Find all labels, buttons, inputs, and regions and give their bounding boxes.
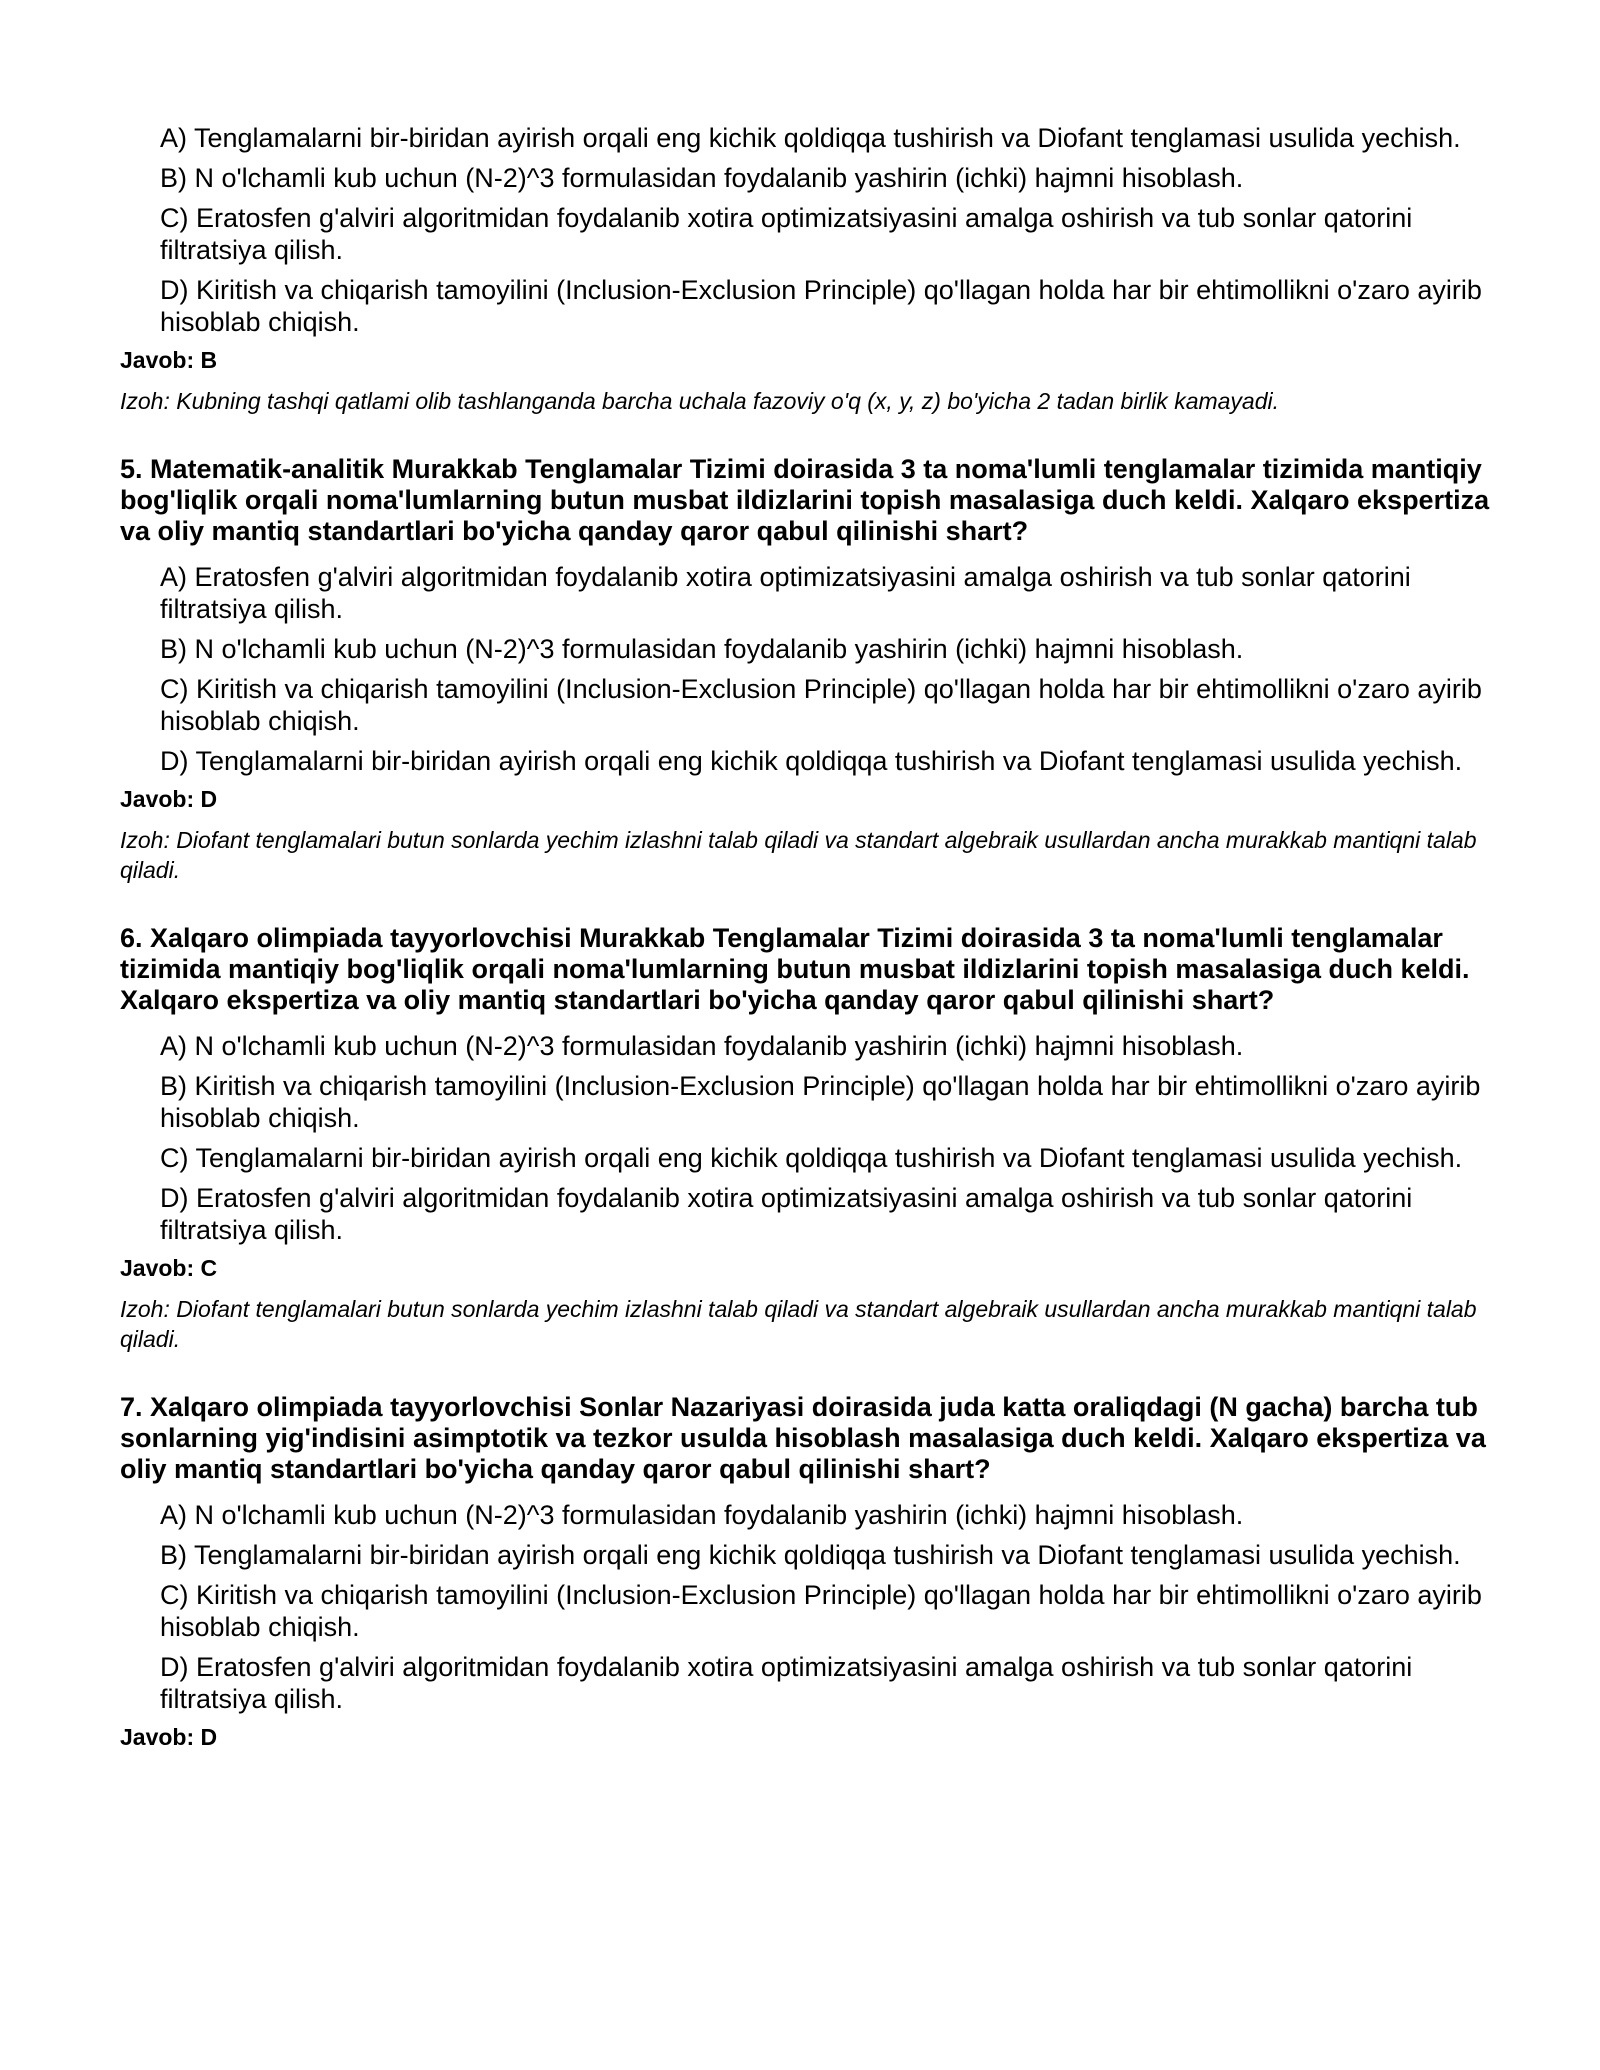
option-d: D) Kiritish va chiqarish tamoyilini (Inclusion-Exclusion Principle) qo'llagan holda har bir ehtimollikni o'zaro ayirib hisoblab chiqish. xyxy=(160,275,1482,337)
question-text: 7. Xalqaro olimpiada tayyorlovchisi Sonlar Nazariyasi doirasida juda katta oraliqdagi (N gacha) barcha tub sonlarning yig'indisini asimptotik va tezkor usulda hisoblash masalasiga duch keldi. Xalqaro ekspertiza va oliy mantiq standartlari bo'yicha qanday qaror qabul qilinishi shart? xyxy=(120,1392,1486,1484)
option-a: A) N o'lchamli kub uchun (N-2)^3 formulasidan foydalanib yashirin (ichki) hajmni hisoblash. xyxy=(160,1500,1244,1530)
option-c: C) Tenglamalarni bir-biridan ayirish orqali eng kichik qoldiqqa tushirish va Diofant tenglamasi usulida yechish. xyxy=(160,1143,1463,1173)
option-c: C) Kiritish va chiqarish tamoyilini (Inclusion-Exclusion Principle) qo'llagan holda har bir ehtimollikni o'zaro ayirib hisoblab chiqish. xyxy=(160,674,1482,736)
option-c: C) Eratosfen g'alviri algoritmidan foydalanib xotira optimizatsiyasini amalga oshirish va tub sonlar qatorini filtratsiya qilish. xyxy=(160,203,1413,265)
options-list xyxy=(120,1499,1490,1715)
question-6 xyxy=(120,923,1490,1354)
option-d: D) Eratosfen g'alviri algoritmidan foydalanib xotira optimizatsiyasini amalga oshirish va tub sonlar qatorini filtratsiya qilish. xyxy=(160,1183,1413,1245)
question-7 xyxy=(120,1392,1490,1751)
option-b: B) N o'lchamli kub uchun (N-2)^3 formulasidan foydalanib yashirin (ichki) hajmni hisoblash. xyxy=(160,163,1244,193)
explanation-note: Izoh: Kubning tashqi qatlami olib tashlanganda barcha uchala fazoviy o'q (x, y, z) bo'yicha 2 tadan birlik kamayadi. xyxy=(120,388,1280,414)
document-page xyxy=(120,122,1490,1763)
answer-label: Javob: D xyxy=(120,786,218,812)
option-b: B) Kiritish va chiqarish tamoyilini (Inclusion-Exclusion Principle) qo'llagan holda har bir ehtimollikni o'zaro ayirib hisoblab chiqish. xyxy=(160,1071,1481,1133)
options-list xyxy=(120,122,1490,338)
answer-label: Javob: D xyxy=(120,1724,218,1750)
options-list xyxy=(120,561,1490,777)
option-c: C) Kiritish va chiqarish tamoyilini (Inclusion-Exclusion Principle) qo'llagan holda har bir ehtimollikni o'zaro ayirib hisoblab chiqish. xyxy=(160,1580,1482,1642)
options-list xyxy=(120,1030,1490,1246)
question-5 xyxy=(120,454,1490,885)
option-b: B) N o'lchamli kub uchun (N-2)^3 formulasidan foydalanib yashirin (ichki) hajmni hisoblash. xyxy=(160,634,1244,664)
option-a: A) N o'lchamli kub uchun (N-2)^3 formulasidan foydalanib yashirin (ichki) hajmni hisoblash. xyxy=(160,1031,1244,1061)
explanation-note: Izoh: Diofant tenglamalari butun sonlarda yechim izlashni talab qiladi va standart algebraik usullardan ancha murakkab mantiqni talab qiladi. xyxy=(120,1296,1477,1352)
option-a: A) Tenglamalarni bir-biridan ayirish orqali eng kichik qoldiqqa tushirish va Diofant tenglamasi usulida yechish. xyxy=(160,123,1461,153)
explanation-note: Izoh: Diofant tenglamalari butun sonlarda yechim izlashni talab qiladi va standart algebraik usullardan ancha murakkab mantiqni talab qiladi. xyxy=(120,827,1477,883)
option-d: D) Tenglamalarni bir-biridan ayirish orqali eng kichik qoldiqqa tushirish va Diofant tenglamasi usulida yechish. xyxy=(160,746,1463,776)
question-text: 5. Matematik-analitik Murakkab Tenglamalar Tizimi doirasida 3 ta noma'lumli tenglamalar tizimida mantiqiy bog'liqlik orqali noma'lumlarning butun musbat ildizlarini topish masalasiga duch keldi. Xalqaro ekspertiza va oliy mantiq standartlari bo'yicha qanday qaror qabul qilinishi shart? xyxy=(120,454,1490,546)
answer-label: Javob: C xyxy=(120,1255,218,1281)
option-d: D) Eratosfen g'alviri algoritmidan foydalanib xotira optimizatsiyasini amalga oshirish va tub sonlar qatorini filtratsiya qilish. xyxy=(160,1652,1413,1714)
question-4-tail xyxy=(120,122,1490,416)
answer-label: Javob: B xyxy=(120,347,218,373)
question-text: 6. Xalqaro olimpiada tayyorlovchisi Murakkab Tenglamalar Tizimi doirasida 3 ta noma'lumli tenglamalar tizimida mantiqiy bog'liqlik orqali noma'lumlarning butun musbat ildizlarini topish masalasiga duch keldi. Xalqaro ekspertiza va oliy mantiq standartlari bo'yicha qanday qaror qabul qilinishi shart? xyxy=(120,923,1470,1015)
option-a: A) Eratosfen g'alviri algoritmidan foydalanib xotira optimizatsiyasini amalga oshirish va tub sonlar qatorini filtratsiya qilish. xyxy=(160,562,1411,624)
option-b: B) Tenglamalarni bir-biridan ayirish orqali eng kichik qoldiqqa tushirish va Diofant tenglamasi usulida yechish. xyxy=(160,1540,1461,1570)
